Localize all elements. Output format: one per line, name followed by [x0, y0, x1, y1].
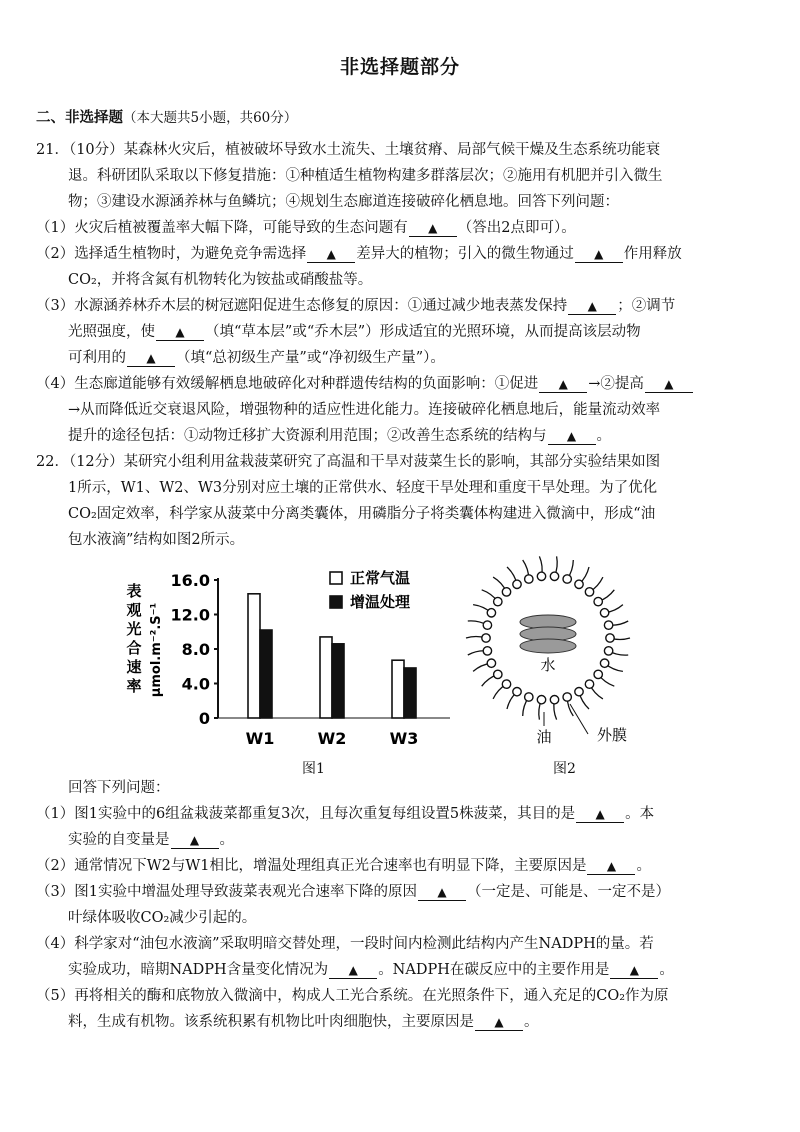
phospholipid-head	[604, 621, 612, 629]
answer-blank[interactable]: ▲	[307, 246, 355, 263]
phospholipid-head	[575, 688, 583, 696]
phospholipid-head	[600, 609, 608, 617]
text-line	[68, 504, 655, 524]
answer-prompt: 回答下列问题：	[68, 780, 170, 796]
y-tick-label: 8.0	[181, 640, 210, 659]
answer-blank[interactable]: ▲	[568, 298, 616, 315]
text-segment: 。	[636, 858, 651, 874]
text-line	[36, 986, 669, 1006]
text-segment: 实验成功，暗期NADPH含量变化情况为	[68, 962, 329, 978]
y-tick-label: 16.0	[170, 571, 210, 590]
text-line	[68, 830, 234, 850]
text-segment: CO₂固定效率，科学家从菠菜中分离类囊体，用磷脂分子将类囊体构建进入微滴中，形成“油	[68, 506, 656, 522]
y-tick-label: 4.0	[181, 674, 210, 694]
phospholipid-head	[585, 588, 593, 596]
text-segment: （1）火灾后植被覆盖率大幅下降，可能导致的生态问题有	[36, 220, 408, 236]
y-axis-label-char: 观	[126, 601, 142, 619]
phospholipid-head	[487, 609, 495, 617]
water-label: 水	[540, 656, 556, 674]
y-axis-unit: μmol.m⁻².S⁻¹	[149, 602, 164, 698]
answer-blank[interactable]: ▲	[127, 350, 175, 367]
phospholipid-head	[482, 634, 490, 642]
text-segment: 叶绿体吸收CO₂减少引起的。	[68, 910, 257, 926]
text-segment: →从而降低近交衰退风险，增强物种的适应性进化能力。连接破碎化栖息地后，能量流动效率	[68, 402, 661, 418]
answer-blank[interactable]: ▲	[329, 962, 377, 979]
bar-W3-normal	[392, 660, 404, 718]
phospholipid-head	[600, 659, 608, 667]
legend-swatch	[330, 572, 342, 584]
phospholipid-head	[550, 696, 558, 704]
text-line	[68, 166, 663, 186]
x-tick-label: W1	[245, 729, 275, 746]
legend-label: 正常气温	[350, 569, 411, 587]
figure-2-caption: 图2	[553, 761, 576, 777]
text-line	[68, 400, 660, 420]
oil-label: 油	[536, 728, 552, 746]
text-segment: 可利用的	[68, 350, 126, 366]
phospholipid-head	[563, 575, 571, 583]
text-segment: （3）水源涵养林乔木层的树冠遮阳促进生态修复的原因：①通过减少地表蒸发保持	[36, 298, 568, 314]
text-line	[36, 218, 576, 238]
text-segment: （3）图1实验中增温处理导致菠菜表观光合速率下降的原因	[36, 884, 417, 900]
membrane-label: 外膜	[596, 726, 628, 744]
text-line	[36, 244, 682, 264]
text-segment: 提升的途径包括：①动物迁移扩大资源利用范围；②改善生态系统的结构与	[68, 428, 547, 444]
y-tick-label: 0	[198, 709, 210, 728]
text-segment: CO₂，并将含氮有机物转化为铵盐或硝酸盐等。	[68, 272, 373, 288]
phospholipid-head	[563, 693, 571, 701]
text-segment: （一定是、可能是、一定不是）	[466, 884, 670, 900]
text-segment: （4）生态廊道能够有效缓解栖息地破碎化对种群遗传结构的负面影响：①促进	[36, 376, 539, 392]
thylakoid-disc	[520, 639, 576, 653]
y-axis-label-char: 率	[126, 677, 142, 695]
text-segment: （5）再将相关的酶和底物放入微滴中，构成人工光合系统。在光照条件下，通入充足的CO₂作为原	[36, 988, 669, 1004]
y-axis-label-char: 速	[126, 658, 142, 676]
text-line	[68, 908, 256, 928]
text-line	[36, 140, 660, 160]
text-segment: →②提高	[588, 376, 644, 392]
text-segment: （答出2点即可）。	[457, 220, 576, 236]
text-segment: （4）科学家对“油包水液滴”采取明暗交替处理，一段时间内检测此结构内产生NADPH的量。若	[36, 936, 654, 952]
figure-1-caption: 图1	[302, 761, 325, 777]
phospholipid-head	[606, 634, 614, 642]
membrane-leader-line	[570, 704, 588, 734]
phospholipid-head	[604, 647, 612, 655]
text-line	[36, 934, 654, 954]
answer-blank[interactable]: ▲	[539, 376, 587, 393]
text-line	[36, 374, 694, 394]
y-axis-label-char: 光	[126, 620, 142, 638]
answer-blank[interactable]: ▲	[576, 806, 624, 823]
bar-W1-normal	[248, 594, 260, 718]
answer-blank[interactable]: ▲	[156, 324, 204, 341]
text-segment: 实验的自变量是	[68, 832, 170, 848]
bar-W2-normal	[320, 637, 332, 718]
text-segment: 退。科研团队采取以下修复措施：①种植适生植物构建多群落层次；②施用有机肥并引入微生	[68, 168, 663, 184]
phospholipid-head	[483, 621, 491, 629]
text-line	[68, 478, 657, 498]
text-line	[68, 1012, 539, 1032]
text-line	[36, 452, 660, 472]
phospholipid-head	[494, 597, 502, 605]
bar-W3-heated	[404, 668, 416, 718]
text-segment: 光照强度，使	[68, 324, 155, 340]
phospholipid-head	[494, 670, 502, 678]
text-line	[68, 530, 244, 550]
answer-blank[interactable]: ▲	[575, 246, 623, 263]
answer-blank[interactable]: ▲	[409, 220, 457, 237]
text-line	[68, 270, 372, 290]
text-segment: 1所示，W1、W2、W3分别对应土壤的正常供水、轻度干旱处理和重度干旱处理。为了优化	[68, 480, 658, 496]
text-segment: 。NADPH在碳反应中的主要作用是	[378, 962, 610, 978]
legend-swatch	[330, 596, 342, 608]
legend-label: 增温处理	[350, 593, 411, 611]
text-segment: 包水液滴”结构如图2所示。	[68, 532, 245, 548]
figure-2-diagram	[448, 552, 698, 752]
text-segment: 物；③建设水源涵养林与鱼鳞坑；④规划生态廊道连接破碎化栖息地。回答下列问题：	[68, 194, 619, 210]
phospholipid-head	[513, 688, 521, 696]
y-axis-label-char: 表	[126, 582, 142, 600]
phospholipid-head	[537, 572, 545, 580]
text-line	[36, 856, 651, 876]
phospholipid-head	[525, 575, 533, 583]
answer-blank[interactable]: ▲	[475, 1014, 523, 1031]
figure-1-chart	[120, 566, 460, 746]
text-segment: ；②调节	[617, 298, 676, 314]
text-segment: 。	[524, 1014, 539, 1030]
answer-blank[interactable]: ▲	[171, 832, 219, 849]
y-tick-label: 12.0	[170, 605, 210, 625]
section-heading-text: 二、非选择题	[36, 110, 123, 126]
y-axis-label-char: 合	[126, 639, 142, 657]
phospholipid-head	[502, 588, 510, 596]
text-line	[68, 192, 619, 212]
answer-blank[interactable]: ▲	[418, 884, 466, 901]
phospholipid-head	[585, 680, 593, 688]
text-segment: 。	[596, 428, 611, 444]
phospholipid-head	[513, 580, 521, 588]
phospholipid-head	[594, 670, 602, 678]
answer-blank[interactable]: ▲	[587, 858, 635, 875]
text-line	[68, 348, 445, 368]
x-tick-label: W3	[389, 729, 419, 746]
text-line	[68, 426, 611, 446]
text-line	[68, 960, 674, 980]
x-tick-label: W2	[317, 729, 347, 746]
text-line	[36, 296, 675, 316]
text-segment: 21．（10分）某森林火灾后，植被破坏导致水土流失、土壤贫瘠、局部气候干燥及生态系统功能衰	[36, 142, 661, 158]
text-segment: 。	[219, 832, 234, 848]
text-segment: 。	[659, 962, 674, 978]
bar-W1-heated	[260, 630, 272, 718]
text-line	[68, 322, 641, 342]
text-segment: 料，生成有机物。该系统积累有机物比叶肉细胞快，主要原因是	[68, 1014, 474, 1030]
text-line	[36, 882, 670, 902]
phospholipid-head	[550, 572, 558, 580]
section-heading	[36, 106, 297, 127]
section-heading-note: （本大题共5小题，共60分）	[123, 110, 298, 126]
bar-W2-heated	[332, 644, 344, 718]
phospholipid-head	[502, 680, 510, 688]
answer-blank[interactable]: ▲	[548, 428, 596, 445]
answer-blank[interactable]: ▲	[610, 962, 658, 979]
text-segment: （填“草本层”或“乔木层”）形成适宜的光照环境，从而提高该层动物	[205, 324, 641, 340]
text-line	[36, 804, 654, 824]
page-title: 非选择题部分	[339, 56, 460, 78]
text-segment: （填“总初级生产量”或“净初级生产量”）。	[176, 350, 445, 366]
phospholipid-head	[537, 696, 545, 704]
text-segment: （2）通常情况下W2与W1相比，增温处理组真正光合速率也有明显下降，主要原因是	[36, 858, 587, 874]
phospholipid-head	[525, 693, 533, 701]
phospholipid-head	[483, 647, 491, 655]
text-segment: 作用释放	[623, 246, 682, 262]
text-segment: 。本	[625, 806, 655, 822]
phospholipid-head	[487, 659, 495, 667]
text-segment: （1）图1实验中的6组盆栽菠菜都重复3次，且每次重复每组设置5株菠菜，其目的是	[36, 806, 576, 822]
text-segment: 差异大的植物；引入的微生物通过	[356, 246, 574, 262]
phospholipid-head	[594, 597, 602, 605]
text-segment: （2）选择适生植物时，为避免竞争需选择	[36, 246, 307, 262]
phospholipid-head	[575, 580, 583, 588]
answer-blank[interactable]: ▲	[645, 376, 693, 393]
text-segment: 22．（12分）某研究小组利用盆栽菠菜研究了高温和干旱对菠菜生长的影响，其部分实验结果如图	[36, 454, 661, 470]
